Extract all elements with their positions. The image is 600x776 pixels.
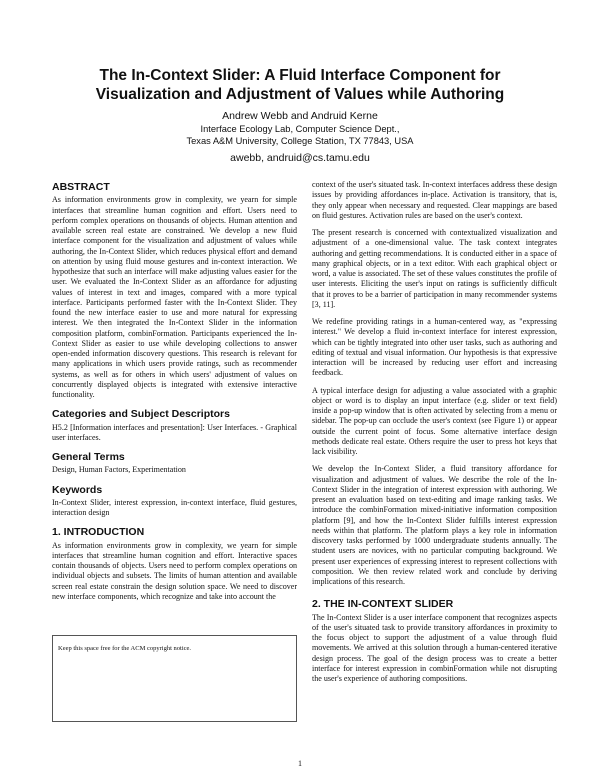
- introduction-text: As information environments grow in complexity, we yearn for simple interfaces that streamline human cognition and effort. Interactive spaces contain thousands of objects. Users need to perform complex operations on individual objects and subsets. The limits of human attention and available screen real estate constrain the design solution space. We need to discover new interface components, which recognize and take into account the: [52, 540, 297, 601]
- general-terms-text: Design, Human Factors, Experimentation: [52, 465, 186, 475]
- section2-text: The In-Context Slider is a user interface component that recognizes aspects of the user's situated task to provide transitory affordances in proximity to the focus object to support the adjustment of a value through fluid movements. We arrived at this solution through a human-centered iterative design process. The goal of the design process was to create a better interface for interest expression in combinFormation while not disrupting the user's experience of authoring compositions.: [312, 612, 557, 683]
- authors: Andrew Webb and Andruid Kerne: [222, 110, 378, 122]
- affiliation-line-1: Interface Ecology Lab, Computer Science Dept.,: [200, 124, 400, 134]
- paper-title: [40, 66, 560, 104]
- title-line-2: Visualization and Adjustment of Values while Authoring: [95, 86, 505, 103]
- right-paragraph: The present research is concerned with contextualized visualization and adjustment of a one-dimensional value. The task context integrates authoring and getting recommendations. It is conducted either in a space of many graphical objects, or in a text editor. With each graphical object or word, a value is associated. The set of these values constitutes the profile of user interests. Eliciting the user's input on ratings is sufficiently difficult that it proves to be a barrier of participation in many recommender systems [3, 11].: [312, 228, 557, 309]
- abstract-heading: ABSTRACT: [52, 181, 110, 193]
- left-column: [52, 182, 297, 609]
- author-email: awebb, andruid@cs.tamu.edu: [230, 152, 370, 164]
- introduction-heading: 1. INTRODUCTION: [52, 526, 145, 539]
- affiliation-line-2: Texas A&M University, College Station, TX 77843, USA: [186, 136, 414, 146]
- title-line-1: The In-Context Slider: A Fluid Interface Component for: [99, 67, 501, 84]
- copyright-box: [52, 635, 297, 722]
- categories-heading: Categories and Subject Descriptors: [52, 408, 230, 421]
- abstract-text: As information environments grow in complexity, we yearn for simple interfaces that streamline human cognition and effort. Users need to perform complex operations on thousands of objects. Human attention and available screen real estate are constrained. We develop a new fluid interface component for the visualization and adjustment of values while authoring, the In-Context Slider, which reduces physical effort and demand on attention by using fluid mouse gestures and in-context interaction. We hypothesize that such an interface will make adjusting values easier for the user. We evaluated the In-Context Slider as an affordance for adjusting values of interest in text and images, compared with a more typical interface. Participants performed faster with the In-Context Slider. They found the new interface easier to use and more natural for expressing interest. We then integrated the In-Context Slider in the information composition platform, combinFormation. Participants experienced the In-Context Slider as easier to use while developing collections to answer open-ended information discovery questions. This research is relevant for many applications in which users provide ratings, such as recommender systems, as well as for others in which users' adjustment of values on concurrently displayed objects is integrated with extensive interactive functionality.: [52, 195, 297, 399]
- categories-text: H5.2 [Information interfaces and presentation]: User Interfaces. - Graphical user interfaces.: [52, 422, 297, 442]
- right-paragraph: We develop the In-Context Slider, a fluid transitory affordance for visualization and adjustment of values. We describe the role of the In-Context Slider in the integration of interest expression with authoring. We present an evaluation based on text-editing and image ranking tasks. We introduce the combinFormation mixed-initiative information composition platform [9], and how the In-Context Slider fulfills interest expression needs within that platform. The platform plays a key role in information discovery tasks performed by 1000 undergraduate students annually. The student users are novices, with no particular computing background. We present user experiences of expressing interest to represent collections with composition. We then review related work and conclude by deriving implications of this research.: [312, 464, 557, 586]
- page-number: 1: [298, 759, 302, 768]
- copyright-note: Keep this space free for the ACM copyright notice.: [58, 645, 192, 652]
- right-paragraph: context of the user's situated task. In-context interfaces address these design issues by providing affordances in-place. Activation is transitory, that is, they only appear when necessary and requested. Clear mappings are based on fluid gestures. Activation rules are based on the user's context.: [312, 180, 557, 220]
- right-paragraph: We redefine providing ratings in a human-centered way, as "expressing interest." We develop a fluid in-context interface for interest expression, which can be tightly integrated into other user tasks, such as authoring and editing of textual and visual information. Our hypothesis is that expressive interaction will be increased by reducing user effort and increasing feedback.: [312, 317, 557, 378]
- section2-heading: 2. THE IN-CONTEXT SLIDER: [312, 598, 454, 611]
- keywords-heading: Keywords: [52, 483, 103, 496]
- keywords-text: In-Context Slider, interest expression, in-context interface, fluid gestures, interaction design: [52, 497, 297, 517]
- general-terms-heading: General Terms: [52, 451, 125, 463]
- right-column: [312, 180, 557, 691]
- right-paragraph: A typical interface design for adjusting a value associated with a graphic object or word is to display an input interface (e.g. slider or text field) inside a pop-up window that is often activated by selecting from a menu or sidebar. The pop-up can occlude the user's context (see Figure 1) or appear outside the current point of focus. Some alternative interface design methods dedicate real estate. Others require the user to press hot keys that lack visibility.: [312, 385, 557, 456]
